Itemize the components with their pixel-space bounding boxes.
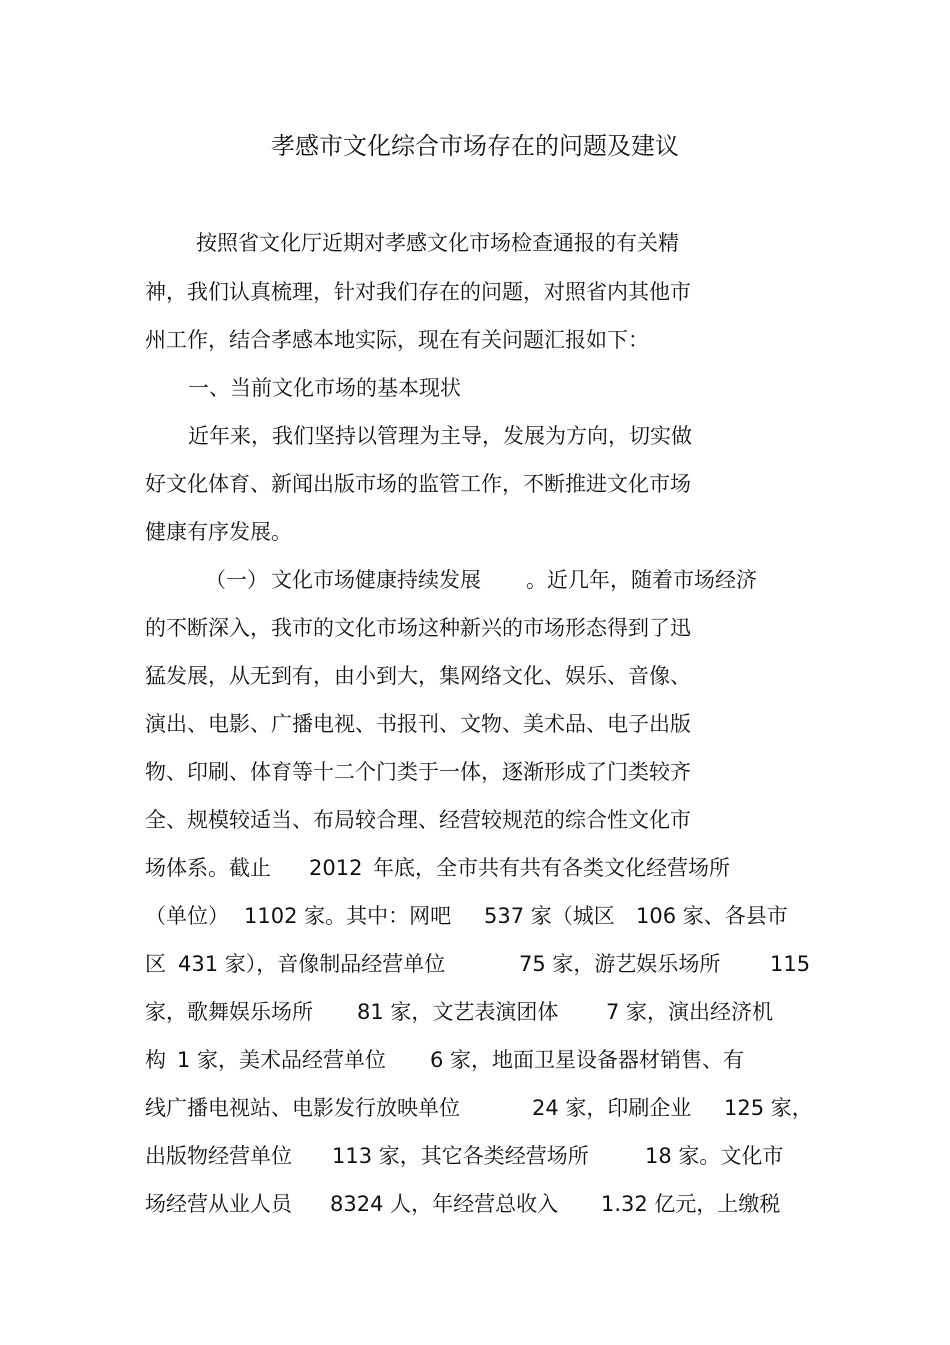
body-line <box>0 610 950 646</box>
line-text: 的不断深入，我市的文化市场这种新兴的市场形态得到了迅 <box>145 616 691 640</box>
body-line <box>0 898 950 934</box>
line-text: 1 家，美术品经营单位 <box>177 1048 387 1072</box>
body-line <box>0 1090 950 1126</box>
body-line <box>0 225 950 261</box>
body-line <box>0 1186 950 1222</box>
line-text: 18 家。文化市 <box>645 1144 784 1168</box>
body-line <box>0 754 950 790</box>
line-text: 好文化体育、新闻出版市场的监管工作，不断推进文化市场 <box>145 472 691 496</box>
line-text: 8324 人，年经营总收入 <box>330 1192 559 1216</box>
line-text: 。近几年，随着市场经济 <box>526 568 757 592</box>
line-text: 全、规模较适当、布局较合理、经营较规范的综合性文化市 <box>145 808 691 832</box>
line-text: 区 <box>145 952 166 976</box>
line-text: 健康有序发展。 <box>145 520 292 544</box>
line-text: 24 家，印刷企业 <box>532 1096 692 1120</box>
line-text: 2012 <box>309 856 363 880</box>
line-text: 文化市场健康持续发展 <box>271 568 481 592</box>
line-text: 演出、电影、广播电视、书报刊、文物、美术品、电子出版 <box>145 712 691 736</box>
line-text: 出版物经营单位 <box>145 1144 292 1168</box>
line-text: 场经营从业人员 <box>145 1192 292 1216</box>
line-text: 1102 家。其中：网吧 <box>244 904 452 928</box>
line-text: 7 家，演出经济机 <box>606 1000 774 1024</box>
body-line <box>0 850 950 886</box>
line-text: 537 家（城区 <box>484 904 615 928</box>
subsection-line <box>0 562 950 598</box>
line-text: 6 家，地面卫星设备器材销售、有 <box>430 1048 745 1072</box>
line-text: 75 家，游艺娱乐场所 <box>519 952 721 976</box>
line-text: 神，我们认真梳理，针对我们存在的问题，对照省内其他市 <box>145 280 691 304</box>
body-line <box>0 1138 950 1174</box>
line-text: （单位） <box>145 904 229 928</box>
line-text: 1.32 亿元，上缴税 <box>601 1192 781 1216</box>
line-text: 106 家、各县市 <box>636 904 788 928</box>
body-line <box>0 466 950 502</box>
line-text: （一） <box>205 568 268 592</box>
document-title: 孝感市文化综合市场存在的问题及建议 <box>271 132 679 160</box>
line-text: 按照省文化厅近期对孝感文化市场检查通报的有关精 <box>196 231 679 255</box>
body-line <box>0 994 950 1030</box>
line-text: 81 家，文艺表演团体 <box>357 1000 559 1024</box>
body-line <box>0 514 950 550</box>
line-text: 113 家，其它各类经营场所 <box>332 1144 589 1168</box>
line-text: 115 <box>770 952 811 976</box>
body-line <box>0 418 950 454</box>
line-text: 州工作，结合孝感本地实际，现在有关问题汇报如下： <box>145 328 649 352</box>
body-line <box>0 802 950 838</box>
line-text: 构 <box>145 1048 166 1072</box>
body-line <box>0 1042 950 1078</box>
body-line <box>0 946 950 982</box>
body-line <box>0 322 950 358</box>
line-text: 年底，全市共有共有各类文化经营场所 <box>373 856 730 880</box>
line-text: 近年来，我们坚持以管理为主导，发展为方向，切实做 <box>188 424 692 448</box>
section-heading <box>0 370 950 406</box>
line-text: 一、当前文化市场的基本现状 <box>188 376 461 400</box>
body-line <box>0 706 950 742</box>
line-text: 431 家），音像制品经营单位 <box>178 952 446 976</box>
line-text: 猛发展，从无到有，由小到大，集网络文化、娱乐、音像、 <box>145 664 691 688</box>
line-text: 125 家， <box>724 1096 813 1120</box>
line-text: 场体系。截止 <box>145 856 271 880</box>
body-line <box>0 274 950 310</box>
line-text: 线广播电视站、电影发行放映单位 <box>145 1096 460 1120</box>
body-line <box>0 658 950 694</box>
line-text: 物、印刷、体育等十二个门类于一体，逐渐形成了门类较齐 <box>145 760 691 784</box>
line-text: 家，歌舞娱乐场所 <box>145 1000 313 1024</box>
